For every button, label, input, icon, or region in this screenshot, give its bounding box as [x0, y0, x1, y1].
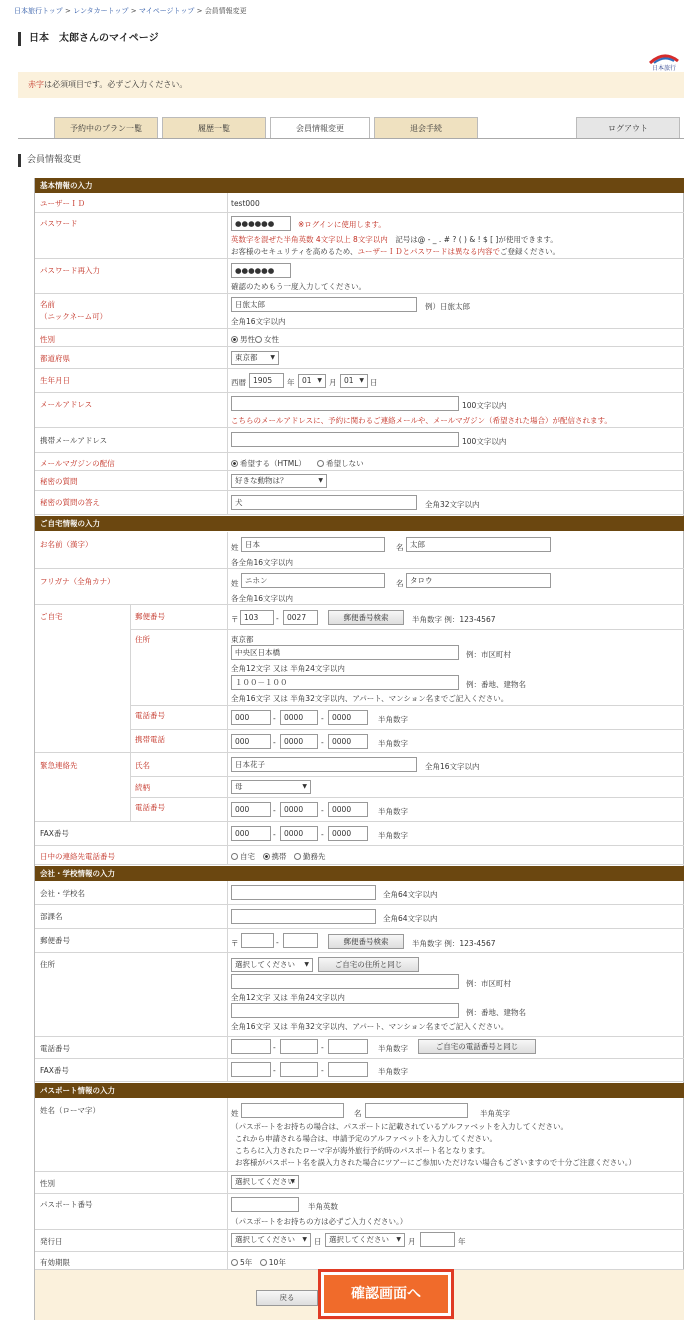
female-radio[interactable]	[255, 336, 262, 343]
confirm-button[interactable]	[318, 1269, 454, 1319]
gender-label: 性別	[35, 329, 227, 345]
address2-limit: 全角16文字 又は 半角32文字以内、アパート、マンション名までご記入ください。	[231, 694, 509, 703]
company-fax-label: FAX番号	[35, 1060, 227, 1076]
magazine-no-label: 希望しない	[326, 459, 364, 468]
required-text: は必須項目です。必ずご入力ください。	[44, 80, 188, 89]
home-label: ご自宅	[35, 606, 125, 622]
passport-note-3: こちらに入力されたローマ字が海外旅行予約時のパスポート名となります。	[235, 1146, 490, 1155]
company-name-label: 会社・学校名	[35, 883, 227, 899]
required-red-text: 赤字	[28, 80, 44, 89]
validity-5y-radio[interactable]	[231, 1259, 238, 1266]
passport-mei-input[interactable]	[365, 1103, 468, 1118]
required-notice	[18, 72, 684, 98]
name-kanji-limit: 各全角16文字以内	[231, 558, 294, 567]
dc-mobile-radio[interactable]	[263, 853, 270, 860]
relation-label: 続柄	[135, 783, 150, 792]
company-tel2-input[interactable]	[280, 1039, 318, 1054]
fax1-input[interactable]: 000	[231, 826, 271, 841]
company-fax3-input[interactable]	[328, 1062, 368, 1077]
emergency-tel3-input[interactable]: 0000	[328, 802, 368, 817]
tel-label: 電話番号	[135, 711, 165, 720]
back-button[interactable]: 戻る	[256, 1290, 318, 1306]
tel-note: 半角数字	[378, 715, 408, 724]
home-info-bar: ご自宅情報の入力	[35, 516, 684, 531]
password-rule: 記号は@ - _ . # ? ( ) & ! $ [ ]が使用できます。	[395, 235, 558, 244]
email-note: こちらのメールアドレスに、予約に関わるご連絡メールや、メールマガジン（希望された場合）が配信されます。	[231, 416, 612, 425]
dept-limit: 全角64文字以内	[383, 914, 438, 923]
sei-kana-input[interactable]: ニホン	[241, 573, 385, 588]
password-security-1: お客様のセキュリティを高めるため、	[231, 247, 358, 256]
year-unit: 年	[287, 378, 295, 387]
breadcrumb-current: 会員情報変更	[204, 7, 247, 15]
issue-month-select[interactable]: 選択してください ▼	[325, 1233, 405, 1247]
breadcrumb	[14, 6, 247, 16]
email-input[interactable]	[231, 396, 459, 411]
same-as-home-tel-button[interactable]: ご自宅の電話番号と同じ	[418, 1039, 536, 1054]
zip-note: 半角数字 例：123-4567	[412, 615, 496, 624]
confirm-button-label: 確認画面へ	[324, 1275, 448, 1313]
secret-answer-label: 秘密の質問の答え	[35, 492, 227, 508]
company-fax-note: 半角数字	[378, 1067, 408, 1076]
company-zip-mark: 〒	[231, 939, 239, 948]
secret-question-select[interactable]: 好きな動物は？ ▼	[231, 474, 327, 488]
passport-note-1: （パスポートをお持ちの場合は、パスポートに記載されているアルファベットを入力してください。	[231, 1122, 569, 1131]
basic-info-bar: 基本情報の入力	[35, 178, 684, 193]
company-info-bar: 会社・学校情報の入力	[35, 866, 684, 881]
sei-label: 姓	[231, 543, 239, 552]
tel3-input[interactable]: 0000	[328, 710, 368, 725]
dc-work-label: 勤務先	[303, 852, 326, 861]
passport-gender-select[interactable]: 選択してください ▼	[231, 1175, 299, 1189]
address1-input[interactable]: 中央区日本橋	[231, 645, 459, 660]
magazine-yes-label: 希望する（HTML）	[240, 459, 303, 468]
email-limit: 100文字以内	[462, 401, 507, 410]
emergency-tel-label: 電話番号	[135, 803, 165, 812]
tel2-input[interactable]: 0000	[280, 710, 318, 725]
mei-label: 名	[396, 543, 404, 552]
passport-number-note2: （パスポートをお持ちの方は必ずご入力ください。）	[231, 1217, 408, 1226]
name-example: 例）日旅太郎	[425, 302, 470, 311]
password-input[interactable]: ●●●●●●	[231, 216, 291, 231]
fax-label: FAX番号	[35, 823, 227, 839]
issue-year-input[interactable]	[420, 1232, 455, 1247]
birth-year-input[interactable]: 1905	[249, 373, 284, 388]
emergency-name-label: 氏名	[135, 761, 150, 770]
tab-member-info[interactable]: 会員情報変更	[270, 117, 370, 139]
password-confirm-label: パスワード再入力	[35, 260, 227, 276]
address2-example: 例：番地、建物名	[466, 680, 526, 689]
emergency-name-limit: 全角16文字以内	[425, 762, 480, 771]
company-tel3-input[interactable]	[328, 1039, 368, 1054]
mobile2-input[interactable]: 0000	[280, 734, 318, 749]
dc-home-label: 自宅	[240, 852, 255, 861]
company-tel-label: 電話番号	[35, 1038, 227, 1054]
company-zip2-input[interactable]	[283, 933, 318, 948]
passport-note-4: お客様がパスポート名を誤入力された場合にツアーにご参加いただけない場合もございますので十分ご注意ください。）	[235, 1158, 637, 1167]
passport-name-note: 半角英字	[480, 1109, 510, 1118]
name-label-sub: （ニックネーム可）	[40, 312, 108, 321]
address-label: 住所	[135, 635, 150, 644]
issue-year-unit: 年	[458, 1237, 466, 1246]
dc-home-radio[interactable]	[231, 853, 238, 860]
issue-date-label: 発行日	[35, 1231, 227, 1247]
issue-month-unit: 月	[408, 1237, 416, 1246]
emergency-label: 緊急連絡先	[35, 755, 125, 771]
validity-10y-radio[interactable]	[260, 1259, 267, 1266]
tab-withdraw[interactable]: 退会手続	[374, 117, 478, 139]
mobile-label: 携帯電話	[135, 735, 165, 744]
dc-work-radio[interactable]	[294, 853, 301, 860]
mobile3-input[interactable]: 0000	[328, 734, 368, 749]
company-tel1-input[interactable]	[231, 1039, 271, 1054]
breadcrumb-link-top[interactable]: 日本旅行トップ	[14, 7, 63, 15]
passport-sei-label: 姓	[231, 1109, 239, 1118]
company-zip1-input[interactable]	[241, 933, 274, 948]
passport-gender-label: 性別	[35, 1173, 227, 1189]
secret-answer-limit: 全角32文字以内	[425, 500, 480, 509]
magazine-yes-radio[interactable]	[231, 460, 238, 467]
password-note: ※ログインに使用します。	[298, 220, 386, 229]
mei-input[interactable]: 太郎	[406, 537, 551, 552]
company-zip-note: 半角数字 例：123-4567	[412, 939, 496, 948]
male-label: 男性	[240, 335, 255, 344]
zip-mark: 〒	[231, 615, 239, 624]
validity-label: 有効期限	[35, 1252, 227, 1268]
day-unit: 日	[370, 378, 378, 387]
passport-number-note: 半角英数	[308, 1202, 338, 1211]
fax3-input[interactable]: 0000	[328, 826, 368, 841]
dc-mobile-label: 携帯	[271, 852, 287, 861]
address1-example: 例：市区町村	[466, 650, 511, 659]
sei-input[interactable]: 日本	[241, 537, 385, 552]
company-pref-select[interactable]: 選択してください ▼	[231, 958, 313, 972]
dept-input[interactable]	[231, 909, 376, 924]
fax-note: 半角数字	[378, 831, 408, 840]
emergency-tel-note: 半角数字	[378, 807, 408, 816]
fax2-input[interactable]: 0000	[280, 826, 318, 841]
breadcrumb-sep: >	[196, 7, 203, 15]
password-label: パスワード	[35, 213, 227, 229]
company-zip-label: 郵便番号	[35, 930, 227, 946]
breadcrumb-link-mypage[interactable]: マイページトップ	[138, 7, 195, 15]
mobile-email-input[interactable]	[231, 432, 459, 447]
relation-select[interactable]: 母 ▼	[231, 780, 311, 794]
breadcrumb-sep: >	[65, 7, 71, 15]
email-label: メールアドレス	[35, 394, 227, 410]
prefecture-select[interactable]: 東京都 ▼	[231, 351, 279, 365]
day-contact-label: 日中の連絡先電話番号	[35, 846, 227, 862]
name-input[interactable]: 日旅太郎	[231, 297, 417, 312]
breadcrumb-link-rental[interactable]: レンタカートップ	[73, 7, 129, 15]
breadcrumb-sep: >	[130, 7, 137, 15]
page-title: 日本 太郎さんのマイページ	[18, 32, 159, 46]
company-address2-limit: 全角16文字 又は 半角32文字以内、アパート、マンション名までご記入ください。	[231, 1022, 509, 1031]
validity-10y-label: 10年	[268, 1258, 286, 1267]
address2-input[interactable]: １００－１００	[231, 675, 459, 690]
password-security-2: ご登録ください。	[499, 247, 560, 256]
nippon-travel-logo[interactable]	[644, 52, 684, 74]
male-radio[interactable]	[231, 336, 238, 343]
emergency-tel2-input[interactable]: 0000	[280, 802, 318, 817]
emergency-name-input[interactable]: 日本花子	[231, 757, 417, 772]
company-address1-input[interactable]	[231, 974, 459, 989]
zip-label: 郵便番号	[135, 612, 165, 621]
name-kana-label: フリガナ（全角カナ）	[35, 571, 227, 587]
prefecture-label: 都道府県	[35, 348, 227, 364]
company-address1-example: 例：市区町村	[466, 979, 511, 988]
passport-name-label: 姓名（ローマ字）	[35, 1100, 227, 1116]
logo-text: 日本旅行	[651, 65, 677, 72]
sei-kana-label: 姓	[231, 579, 239, 588]
mei-kana-input[interactable]: タロウ	[406, 573, 551, 588]
password-confirm-input[interactable]: ●●●●●●	[231, 263, 291, 278]
name-label: 名前	[40, 300, 55, 309]
password-rule-red: 英数字を混ぜた半角英数 4文字以上 8文字以内	[231, 235, 388, 244]
month-unit: 月	[329, 378, 337, 387]
passport-info-bar: パスポート情報の入力	[35, 1083, 684, 1098]
company-zip-search-button[interactable]: 郵便番号検索	[328, 934, 404, 949]
validity-5y-label: 5年	[240, 1258, 253, 1267]
company-fax2-input[interactable]	[280, 1062, 318, 1077]
name-limit: 全角16文字以内	[231, 317, 286, 326]
issue-day-unit: 日	[314, 1237, 322, 1246]
magazine-label: メールマガジンの配信	[35, 453, 227, 469]
password-confirm-note: 確認のためもう一度入力してください。	[231, 282, 366, 291]
company-address2-example: 例：番地、建物名	[466, 1008, 526, 1017]
zip1-input[interactable]: 103	[240, 610, 274, 625]
zip2-input[interactable]: 0027	[283, 610, 318, 625]
tab-reserved-plans[interactable]: 予約中のプラン一覧	[54, 117, 158, 139]
tab-logout[interactable]: ログアウト	[576, 117, 680, 139]
mei-kana-label: 名	[396, 579, 404, 588]
emergency-tel1-input[interactable]: 000	[231, 802, 271, 817]
birth-month-select[interactable]: 01 ▼	[298, 374, 326, 388]
birthdate-label: 生年月日	[35, 370, 227, 386]
mobile-email-label: 携帯メールアドレス	[35, 430, 227, 446]
address-prefecture: 東京都	[231, 635, 254, 644]
company-tel-note: 半角数字	[378, 1044, 408, 1053]
tel1-input[interactable]: 000	[231, 710, 271, 725]
passport-sei-input[interactable]	[241, 1103, 344, 1118]
company-address2-input[interactable]	[231, 1003, 459, 1018]
tab-divider	[18, 138, 684, 139]
era-label: 西暦	[231, 378, 246, 387]
female-label: 女性	[264, 335, 279, 344]
passport-number-label: パスポート番号	[35, 1194, 227, 1210]
birth-day-select[interactable]: 01 ▼	[340, 374, 368, 388]
secret-answer-input[interactable]: 犬	[231, 495, 417, 510]
company-address-label: 住所	[35, 954, 227, 970]
company-name-input[interactable]	[231, 885, 376, 900]
section-title: 会員情報変更	[18, 154, 81, 167]
dept-label: 部課名	[35, 906, 227, 922]
password-security-red: ユーザーＩＤとパスワードは異なる内容で	[357, 247, 500, 256]
passport-mei-label: 名	[354, 1109, 362, 1118]
name-kanji-label: お名前（漢字）	[35, 534, 227, 550]
zip-search-button[interactable]: 郵便番号検索	[328, 610, 404, 625]
company-name-limit: 全角64文字以内	[383, 890, 438, 899]
same-as-home-address-button[interactable]: ご自宅の住所と同じ	[318, 957, 419, 972]
tab-history[interactable]: 履歴一覧	[162, 117, 266, 139]
name-kana-limit: 各全角16文字以内	[231, 594, 294, 603]
magazine-no-radio[interactable]	[317, 460, 324, 467]
mobile1-input[interactable]: 000	[231, 734, 271, 749]
passport-number-input[interactable]	[231, 1197, 299, 1212]
company-fax1-input[interactable]	[231, 1062, 271, 1077]
address1-limit: 全角12文字 又は 半角24文字以内	[231, 664, 345, 673]
company-address1-limit: 全角12文字 又は 半角24文字以内	[231, 993, 345, 1002]
mobile-note: 半角数字	[378, 739, 408, 748]
mobile-email-limit: 100文字以内	[462, 437, 507, 446]
user-id-label: ユーザーＩＤ	[35, 193, 227, 209]
passport-note-2: これから申請される場合は、申請予定のアルファベットを入力してください。	[235, 1134, 498, 1143]
secret-question-label: 秘密の質問	[35, 471, 227, 487]
user-id-value: test000	[231, 199, 260, 208]
issue-day-select[interactable]: 選択してください ▼	[231, 1233, 311, 1247]
